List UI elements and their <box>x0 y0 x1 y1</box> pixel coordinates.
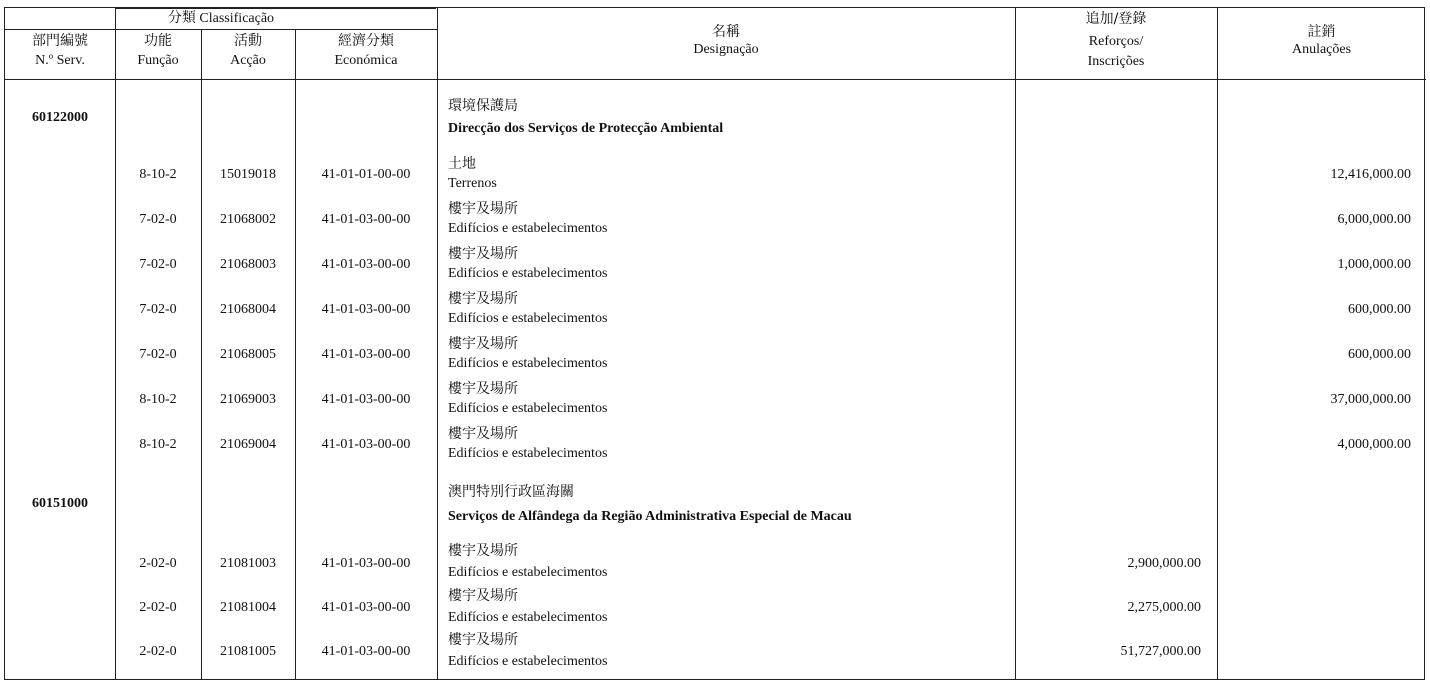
department-name-zh: 澳門特別行政區海關 <box>448 484 574 500</box>
economica-cell: 41-01-01-00-00 <box>321 167 411 182</box>
header-economica-pt: Económica <box>334 53 398 68</box>
header-classificacao: 分類 Classificação <box>167 11 275 26</box>
designacao-zh: 樓宇及場所 <box>448 588 518 604</box>
anulacao-cell: 1,000,000.00 <box>1337 257 1411 272</box>
designacao-zh: 樓宇及場所 <box>448 426 518 442</box>
reforco-cell: 2,275,000.00 <box>1127 600 1201 615</box>
department-name-pt: Serviços de Alfândega da Região Administrativa Especial de Macau <box>448 509 852 524</box>
funcao-cell: 2-02-0 <box>139 644 177 659</box>
economica-cell: 41-01-03-00-00 <box>321 644 411 659</box>
economica-cell: 41-01-03-00-00 <box>321 302 411 317</box>
designacao-pt: Terrenos <box>448 176 497 191</box>
anulacao-cell: 4,000,000.00 <box>1337 437 1411 452</box>
accao-cell: 21068005 <box>220 347 276 362</box>
header-funcao-pt: Função <box>137 53 179 68</box>
table-row <box>5 588 1426 632</box>
table-row <box>5 336 1426 380</box>
funcao-cell: 2-02-0 <box>139 556 177 571</box>
designacao-zh: 樓宇及場所 <box>448 201 518 217</box>
reforco-cell: 2,900,000.00 <box>1127 556 1201 571</box>
designacao-pt: Edifícios e estabelecimentos <box>448 565 608 580</box>
accao-cell: 21068002 <box>220 212 276 227</box>
accao-cell: 21068003 <box>220 257 276 272</box>
header-anulacoes-zh: 註銷 <box>1307 24 1336 40</box>
header-serv-zh: 部門編號 <box>32 33 88 49</box>
header-designacao-pt: Designação <box>693 42 759 57</box>
header-designacao-zh: 名稱 <box>712 24 740 40</box>
accao-cell: 21081004 <box>220 600 276 615</box>
funcao-cell: 7-02-0 <box>139 212 177 227</box>
designacao-pt: Edifícios e estabelecimentos <box>448 446 608 461</box>
department-code: 60151000 <box>32 496 88 511</box>
header-anulacoes-pt: Anulações <box>1291 42 1352 57</box>
header-economica-zh: 經濟分類 <box>338 33 394 49</box>
table-row <box>5 156 1426 200</box>
department-name-zh: 環境保護局 <box>448 98 518 114</box>
header-subdivider <box>5 29 437 30</box>
funcao-cell: 2-02-0 <box>139 600 177 615</box>
accao-cell: 21081003 <box>220 556 276 571</box>
designacao-zh: 樓宇及場所 <box>448 632 518 648</box>
economica-cell: 41-01-03-00-00 <box>321 392 411 407</box>
funcao-cell: 8-10-2 <box>139 392 177 407</box>
designacao-zh: 樓宇及場所 <box>448 291 518 307</box>
designacao-zh: 土地 <box>448 156 476 172</box>
anulacao-cell: 600,000.00 <box>1348 347 1411 362</box>
economica-cell: 41-01-03-00-00 <box>321 257 411 272</box>
reforco-cell: 51,727,000.00 <box>1120 644 1201 659</box>
table-row <box>5 381 1426 425</box>
header-serv-pt: N.º Serv. <box>35 53 85 68</box>
economica-cell: 41-01-03-00-00 <box>321 600 411 615</box>
funcao-cell: 8-10-2 <box>139 437 177 452</box>
anulacao-cell: 6,000,000.00 <box>1337 212 1411 227</box>
designacao-pt: Edifícios e estabelecimentos <box>448 221 608 236</box>
budget-table <box>4 7 1425 680</box>
header-funcao-zh: 功能 <box>144 33 172 49</box>
funcao-cell: 7-02-0 <box>139 347 177 362</box>
funcao-cell: 7-02-0 <box>139 302 177 317</box>
table-row <box>5 246 1426 290</box>
funcao-cell: 8-10-2 <box>139 167 177 182</box>
accao-cell: 21069003 <box>220 392 276 407</box>
designacao-pt: Edifícios e estabelecimentos <box>448 266 608 281</box>
header-accao-pt: Acção <box>230 53 266 68</box>
table-row <box>5 543 1426 587</box>
accao-cell: 21081005 <box>220 644 276 659</box>
designacao-pt: Edifícios e estabelecimentos <box>448 401 608 416</box>
designacao-pt: Edifícios e estabelecimentos <box>448 356 608 371</box>
department-code: 60122000 <box>32 110 88 125</box>
header-reforcos-zh: 追加/登錄 <box>1085 11 1147 27</box>
designacao-zh: 樓宇及場所 <box>448 543 518 559</box>
table-row <box>5 291 1426 335</box>
table-row <box>5 201 1426 245</box>
economica-cell: 41-01-03-00-00 <box>321 212 411 227</box>
economica-cell: 41-01-03-00-00 <box>321 437 411 452</box>
department-name-pt: Direcção dos Serviços de Protecção Ambiental <box>448 121 724 136</box>
accao-cell: 15019018 <box>220 167 276 182</box>
designacao-zh: 樓宇及場所 <box>448 246 518 262</box>
anulacao-cell: 37,000,000.00 <box>1330 392 1411 407</box>
table-row <box>5 426 1426 470</box>
funcao-cell: 7-02-0 <box>139 257 177 272</box>
designacao-pt: Edifícios e estabelecimentos <box>448 610 608 625</box>
designacao-zh: 樓宇及場所 <box>448 381 518 397</box>
designacao-pt: Edifícios e estabelecimentos <box>448 311 608 326</box>
accao-cell: 21068004 <box>220 302 276 317</box>
table-row <box>5 632 1426 676</box>
economica-cell: 41-01-03-00-00 <box>321 556 411 571</box>
anulacao-cell: 600,000.00 <box>1348 302 1411 317</box>
header-accao-zh: 活動 <box>234 33 262 49</box>
accao-cell: 21069004 <box>220 437 276 452</box>
header-reforcos-pt2: Inscrições <box>1087 54 1145 69</box>
anulacao-cell: 12,416,000.00 <box>1330 167 1411 182</box>
economica-cell: 41-01-03-00-00 <box>321 347 411 362</box>
header-bottom-line <box>5 79 1426 80</box>
designacao-pt: Edifícios e estabelecimentos <box>448 654 608 669</box>
header-reforcos-pt1: Reforços/ <box>1088 34 1144 49</box>
designacao-zh: 樓宇及場所 <box>448 336 518 352</box>
